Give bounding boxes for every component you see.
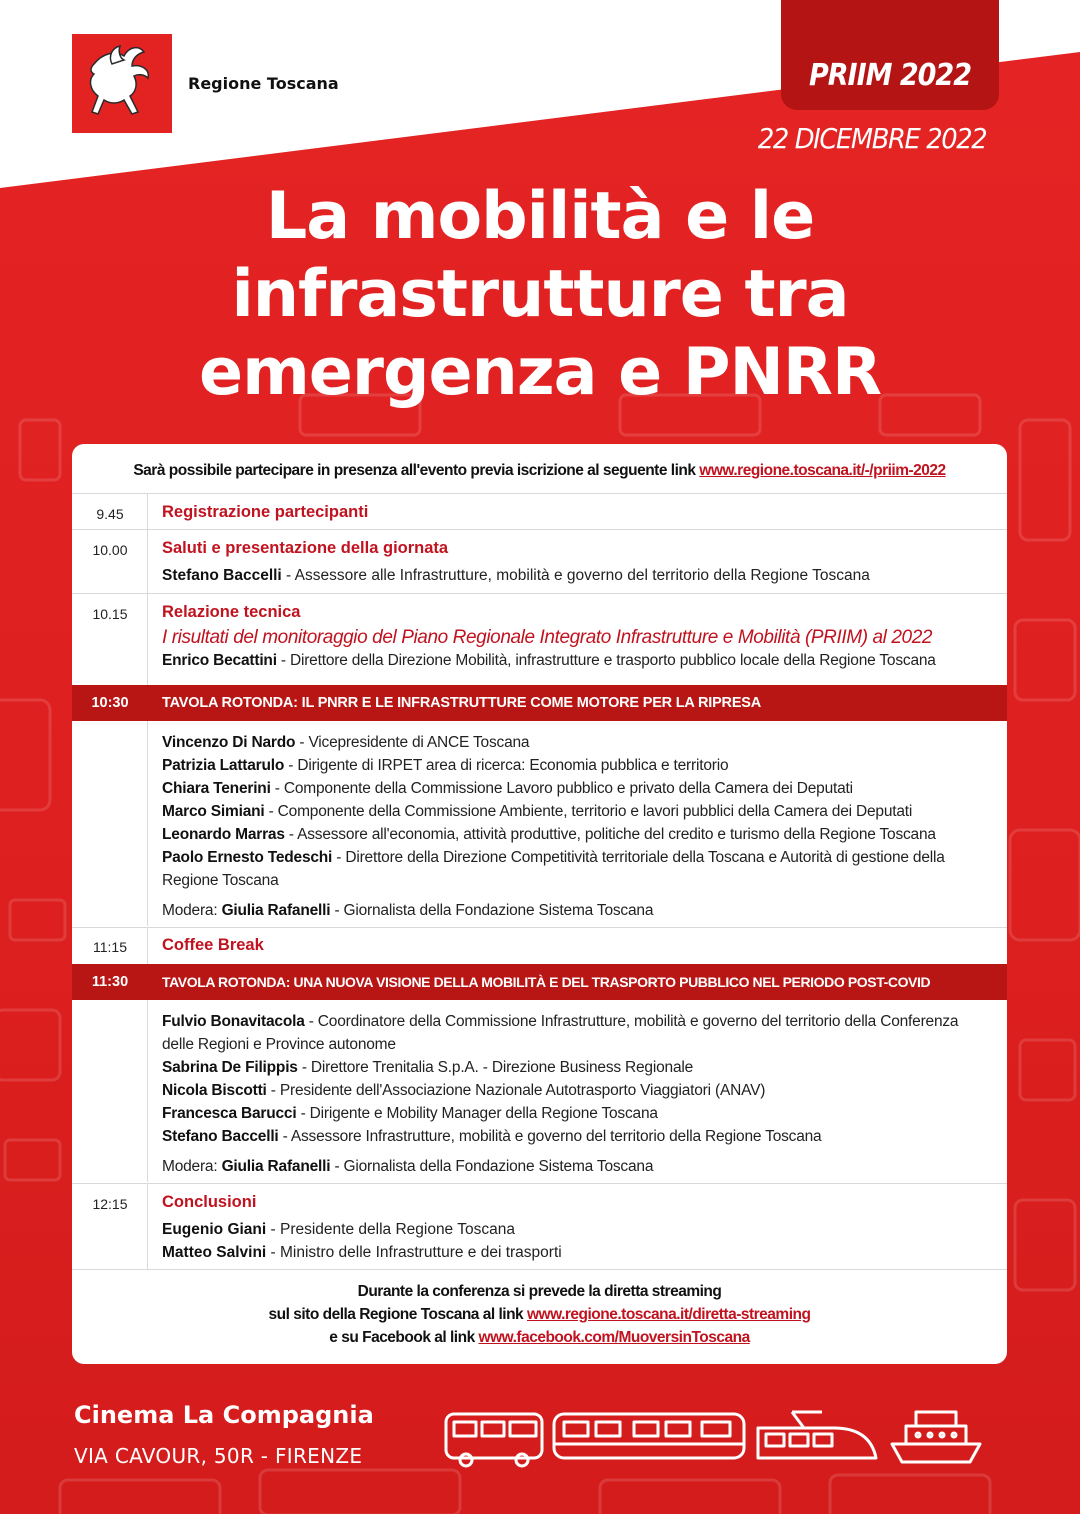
round-table-banner bbox=[72, 964, 1007, 1000]
row-title: Conclusioni bbox=[162, 1193, 257, 1211]
speaker-line bbox=[162, 1218, 993, 1241]
program-row bbox=[72, 593, 1007, 685]
tram-icon bbox=[758, 1412, 876, 1458]
transport-vehicles-illustration bbox=[444, 1404, 984, 1468]
row-content bbox=[162, 501, 993, 524]
speaker-name: Eugenio Giani bbox=[162, 1221, 267, 1238]
speaker-name: Sabrina De Filippis bbox=[162, 1059, 298, 1076]
event-tag-tab bbox=[781, 0, 999, 110]
title-line-3: emergenza e PNRR bbox=[198, 335, 882, 410]
row-time: 10.00 bbox=[92, 542, 128, 558]
speaker-role: - Assessore alle Infrastrutture, mobilità e governo del territorio della Regione Toscana bbox=[281, 567, 870, 584]
event-tag-label: PRIIM 2022 bbox=[808, 58, 971, 93]
program-row bbox=[72, 1000, 1007, 1182]
moderator-name: Giulia Rafanelli bbox=[221, 1158, 331, 1175]
round-table-banner bbox=[72, 685, 1007, 721]
speaker-role: - Direttore della Direzione Mobilità, infrastrutture e trasporto pubblico locale della Regione Toscana bbox=[276, 652, 936, 669]
speaker-role: - Presidente della Regione Toscana bbox=[266, 1221, 515, 1238]
speaker-line bbox=[162, 731, 993, 754]
row-title: Registrazione partecipanti bbox=[162, 503, 369, 521]
streaming-line-1: Durante la conferenza si prevede la diretta streaming bbox=[357, 1283, 722, 1300]
facebook-prefix: e su Facebook al link bbox=[329, 1329, 479, 1346]
speaker-line bbox=[162, 564, 993, 587]
program-row bbox=[72, 927, 1007, 964]
streaming-line-2 bbox=[72, 1303, 1007, 1326]
speaker-line bbox=[162, 1102, 993, 1125]
moderator-prefix: Modera: bbox=[162, 902, 222, 919]
speaker-line bbox=[162, 1241, 993, 1264]
speaker-name: Stefano Baccelli bbox=[162, 1128, 279, 1145]
row-title: Coffee Break bbox=[162, 936, 264, 954]
row-content bbox=[162, 601, 993, 672]
streaming-section bbox=[72, 1269, 1007, 1364]
speaker-role: - Vicepresidente di ANCE Toscana bbox=[295, 734, 530, 751]
organization-name: Regione Toscana bbox=[188, 74, 339, 93]
speaker-line bbox=[162, 1056, 993, 1079]
row-time: 12:15 bbox=[92, 1196, 128, 1212]
streaming-line-3 bbox=[72, 1326, 1007, 1349]
row-title: Saluti e presentazione della giornata bbox=[162, 539, 449, 557]
speaker-role: - Coordinatore della Commissione Infrastrutture, mobilità e governo del territorio della Conferenza delle Regioni e Province autonome bbox=[162, 1013, 959, 1053]
speaker-name: Vincenzo Di Nardo bbox=[162, 734, 296, 751]
program-row bbox=[72, 529, 1007, 594]
pegasus-logo bbox=[72, 34, 172, 133]
bus-icon bbox=[446, 1414, 542, 1466]
title-line-2: infrastrutture tra bbox=[231, 257, 849, 332]
speaker-name: Leonardo Marras bbox=[162, 826, 285, 843]
row-content bbox=[162, 934, 993, 957]
registration-text: Sarà possibile partecipare in presenza all'evento previa iscrizione al seguente link bbox=[133, 462, 700, 479]
speaker-name: Chiara Tenerini bbox=[162, 780, 271, 797]
row-time: 10.15 bbox=[92, 606, 128, 622]
facebook-link[interactable]: www.facebook.com/MuoversinToscana bbox=[478, 1329, 750, 1346]
program-row bbox=[72, 721, 1007, 926]
moderator-name: Giulia Rafanelli bbox=[221, 902, 331, 919]
speaker-role: - Ministro delle Infrastrutture e dei trasporti bbox=[266, 1244, 562, 1261]
row-title: Relazione tecnica bbox=[162, 603, 301, 621]
speaker-line bbox=[162, 846, 993, 892]
venue-name: Cinema La Compagnia bbox=[74, 1401, 374, 1429]
speaker-name: Paolo Ernesto Tedeschi bbox=[162, 849, 333, 866]
speaker-line bbox=[162, 777, 993, 800]
program-row bbox=[72, 493, 1007, 530]
venue-address: VIA CAVOUR, 50R - FIRENZE bbox=[74, 1444, 363, 1468]
speaker-line bbox=[162, 754, 993, 777]
banner-title: TAVOLA ROTONDA: UNA NUOVA VISIONE DELLA MOBILITÀ E DEL TRASPORTO PUBBLICO NEL PERIODO POST-COVID bbox=[162, 974, 931, 990]
speaker-name: Nicola Biscotti bbox=[162, 1082, 267, 1099]
speaker-role: - Presidente dell'Associazione Nazionale Autotrasporto Viaggiatori (ANAV) bbox=[266, 1082, 766, 1099]
row-content bbox=[162, 537, 993, 587]
event-date: 22 DICEMBRE 2022 bbox=[757, 122, 986, 155]
speaker-role: - Assessore all'economia, attività produttive, politiche del credito e turismo della Regione Toscana bbox=[284, 826, 936, 843]
panel-speakers bbox=[162, 1010, 993, 1178]
program-row bbox=[72, 1183, 1007, 1270]
row-time: 11:15 bbox=[93, 939, 127, 955]
main-title bbox=[0, 178, 1080, 412]
regione-toscana-logo bbox=[72, 34, 172, 133]
speaker-role: - Componente della Commissione Lavoro pubblico e privato della Camera dei Deputati bbox=[270, 780, 853, 797]
train-icon bbox=[554, 1414, 744, 1458]
registration-link[interactable]: www.regione.toscana.it/-/priim-2022 bbox=[699, 462, 946, 479]
row-subtitle: I risultati del monitoraggio del Piano Regionale Integrato Infrastrutture e Mobilità (PRIIM) al 2022 bbox=[162, 627, 933, 648]
streaming-note bbox=[72, 1280, 1007, 1349]
column-divider bbox=[147, 530, 148, 594]
moderator-prefix: Modera: bbox=[162, 1158, 222, 1175]
banner-title: TAVOLA ROTONDA: IL PNRR E LE INFRASTRUTTURE COME MOTORE PER LA RIPRESA bbox=[162, 695, 762, 711]
speaker-line bbox=[162, 823, 993, 846]
speaker-name: Francesca Barucci bbox=[162, 1105, 297, 1122]
speaker-role: - Direttore della Direzione Competitività territoriale della Toscana e Autorità di gestione della Regione Toscana bbox=[162, 849, 945, 889]
moderator-role: - Giornalista della Fondazione Sistema Toscana bbox=[330, 902, 654, 919]
speaker-line bbox=[162, 800, 993, 823]
ship-icon bbox=[892, 1412, 980, 1462]
speaker-line bbox=[162, 1010, 993, 1056]
column-divider bbox=[147, 721, 148, 926]
title-line-1: La mobilità e le bbox=[265, 179, 815, 254]
streaming-site-link[interactable]: www.regione.toscana.it/diretta-streaming bbox=[526, 1306, 811, 1323]
speaker-name: Matteo Salvini bbox=[162, 1244, 267, 1261]
banner-time: 11:30 bbox=[91, 974, 129, 990]
row-time: 9.45 bbox=[96, 506, 124, 522]
registration-note bbox=[72, 462, 1007, 480]
streaming-site-prefix: sul sito della Regione Toscana al link bbox=[268, 1306, 527, 1323]
speaker-name: Fulvio Bonavitacola bbox=[162, 1013, 305, 1030]
speaker-role: - Componente della Commissione Ambiente, territorio e lavori pubblici della Camera dei Deputati bbox=[264, 803, 913, 820]
speaker-role: - Dirigente di IRPET area di ricerca: Economia pubblica e territorio bbox=[284, 757, 729, 774]
moderator-role: - Giornalista della Fondazione Sistema Toscana bbox=[330, 1158, 654, 1175]
speaker-role: - Dirigente e Mobility Manager della Regione Toscana bbox=[296, 1105, 658, 1122]
banner-time: 10:30 bbox=[91, 695, 129, 711]
moderator-line bbox=[162, 1155, 993, 1178]
speaker-role: - Direttore Trenitalia S.p.A. - Direzione Business Regionale bbox=[297, 1059, 694, 1076]
column-divider bbox=[147, 1000, 148, 1182]
speaker-name: Stefano Baccelli bbox=[162, 567, 282, 584]
speaker-name: Marco Simiani bbox=[162, 803, 265, 820]
row-content bbox=[162, 1191, 993, 1264]
speaker-line bbox=[162, 1079, 993, 1102]
speaker-role: - Assessore Infrastrutture, mobilità e governo del territorio della Regione Toscana bbox=[278, 1128, 822, 1145]
speaker-name: Enrico Becattini bbox=[162, 652, 277, 669]
program-card bbox=[72, 444, 1007, 1364]
speaker-line bbox=[162, 1125, 993, 1148]
moderator-line bbox=[162, 899, 993, 922]
speaker-name: Patrizia Lattarulo bbox=[162, 757, 285, 774]
speaker-line bbox=[162, 649, 993, 672]
panel-speakers bbox=[162, 731, 993, 922]
